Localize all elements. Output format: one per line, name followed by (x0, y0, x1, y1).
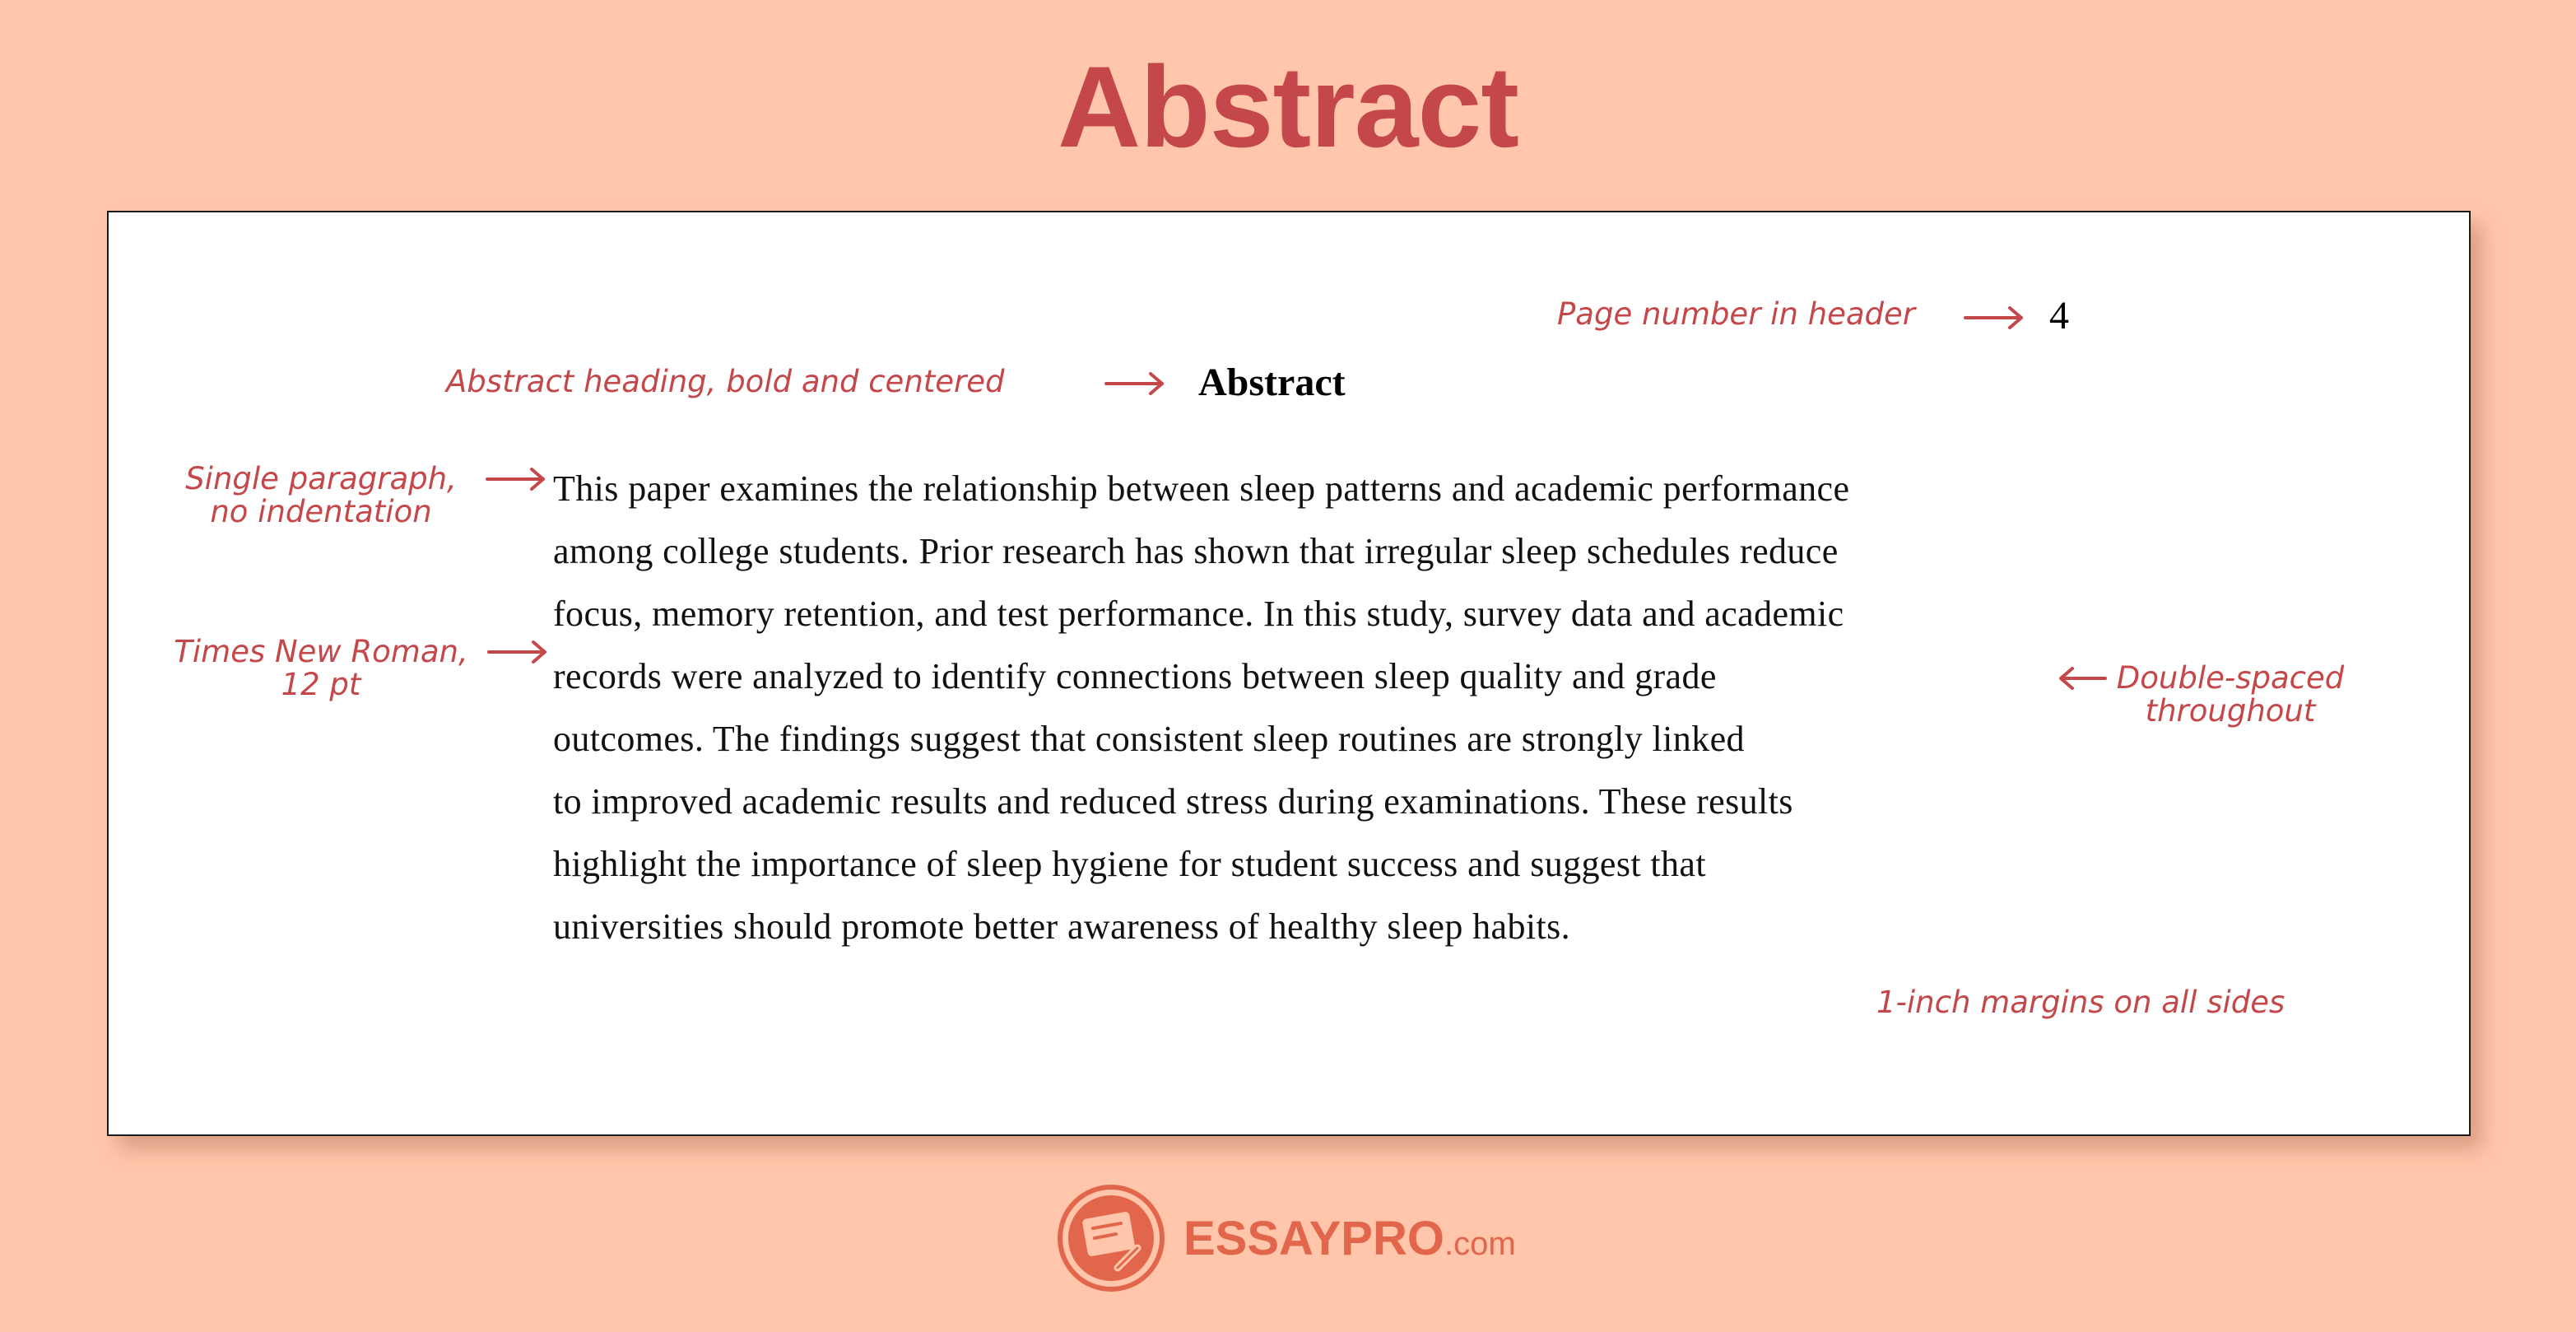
abstract-line: highlight the importance of sleep hygiene for student success and suggest that (553, 844, 1706, 884)
abstract-line: universities should promote better awareness of healthy sleep habits. (553, 906, 1571, 947)
paragraph-annotation-line: no indentation (210, 494, 432, 529)
abstract-paragraph (553, 458, 2125, 958)
page-number: 4 (2049, 294, 2069, 338)
brand-domain: .com (1444, 1225, 1516, 1262)
paragraph-annotation-line: Single paragraph, (185, 461, 457, 496)
font-annotation-line: Times New Roman, (174, 634, 468, 669)
abstract-line: outcomes. The findings suggest that consistent sleep routines are strongly linked (553, 719, 1745, 759)
abstract-heading: Abstract (1198, 361, 1346, 404)
margins-annotation: 1-inch margins on all sides (1876, 985, 2285, 1020)
brand-wordmark (1183, 1211, 1516, 1266)
essaypro-logo-icon (1055, 1182, 1167, 1294)
arrow-right-icon (1962, 301, 2028, 334)
abstract-line: among college students. Prior research has shown that irregular sleep schedules reduce (553, 531, 1839, 571)
page-number-annotation: Page number in header (1557, 296, 1916, 332)
page-title: Abstract (1058, 42, 1518, 171)
arrow-right-icon (486, 636, 551, 668)
abstract-line: This paper examines the relationship between sleep patterns and academic performance (553, 468, 1850, 509)
spacing-annotation-line: Double-spaced (2116, 660, 2345, 696)
spacing-annotation-line: throughout (2145, 693, 2316, 729)
arrow-right-icon (1103, 367, 1169, 400)
abstract-line: records were analyzed to identify connections between sleep quality and grade (553, 656, 1717, 696)
heading-annotation: Abstract heading, bold and centered (446, 364, 1005, 399)
spacing-annotation (2090, 662, 2370, 728)
brand-footer (1055, 1182, 1516, 1294)
abstract-line: focus, memory retention, and test performance. In this study, survey data and academic (553, 594, 1844, 634)
font-annotation (148, 636, 494, 701)
arrow-right-icon (484, 463, 550, 496)
abstract-line: to improved academic results and reduced stress during examinations. These results (553, 781, 1793, 822)
brand-name: ESSAYPRO (1183, 1211, 1444, 1265)
paragraph-annotation (156, 463, 486, 529)
font-annotation-line: 12 pt (281, 667, 361, 702)
